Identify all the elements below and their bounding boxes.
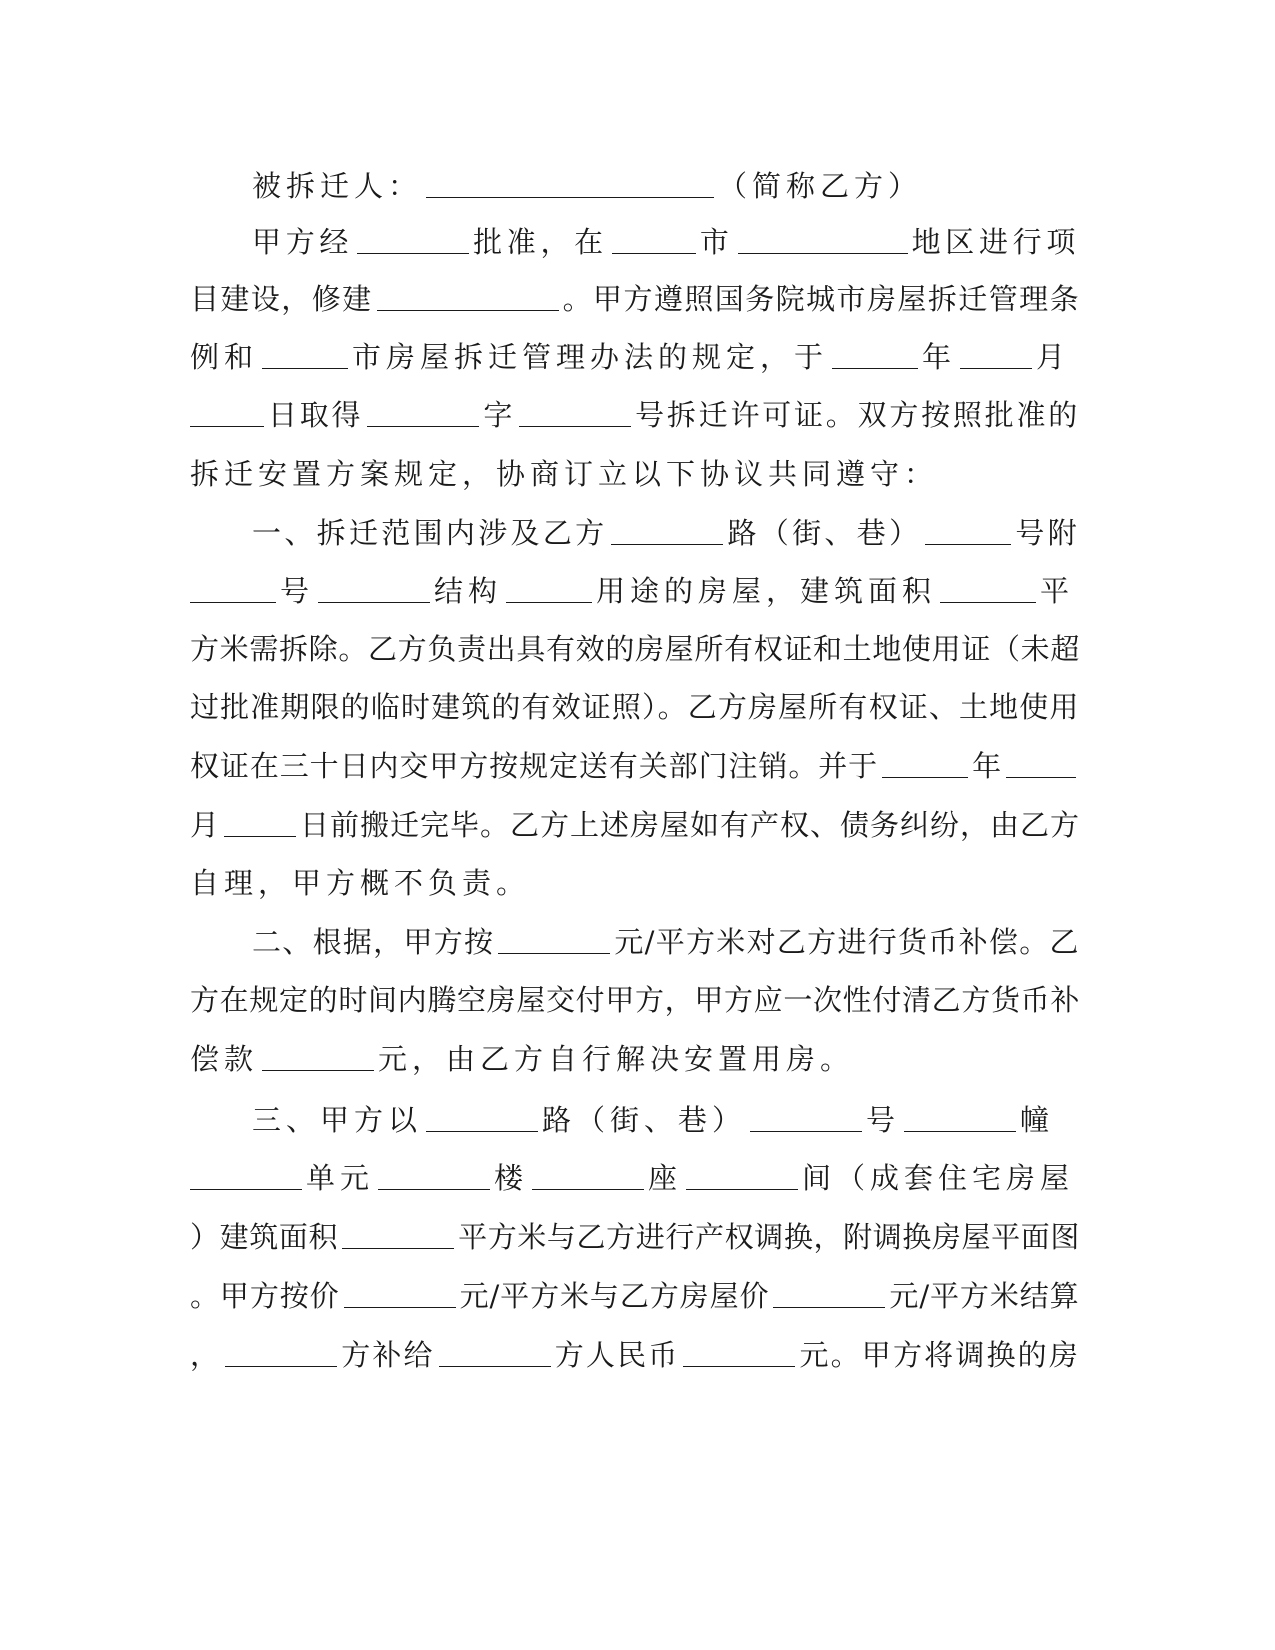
text-segment: 市: [699, 225, 734, 259]
text-segment: 权证在三十日内交甲方按规定送有关部门注销。并于: [190, 749, 879, 783]
text-segment: 月: [1036, 340, 1071, 374]
fill-blank: [426, 163, 714, 198]
text-segment: 目建设，修建: [190, 282, 373, 316]
line-15: [190, 1036, 1080, 1082]
line-10: [190, 743, 1080, 789]
line-17: [190, 1155, 1080, 1201]
text-segment: 楼: [494, 1161, 529, 1195]
text-segment: 。甲方遵照国务院城市房屋拆迁管理条: [562, 282, 1081, 316]
text-segment: 方在规定的时间内腾空房屋交付甲方，甲方应一次性付清乙方货币补: [190, 983, 1081, 1017]
fill-blank: [190, 1155, 302, 1190]
text-segment: 号: [866, 1103, 901, 1137]
fill-blank: [532, 1155, 644, 1190]
text-segment: ，: [190, 1338, 222, 1372]
text-segment: ）建筑面积: [190, 1220, 339, 1254]
line-0: [252, 163, 1080, 209]
text-segment: 批准，在: [473, 225, 608, 259]
text-segment: 幢: [1020, 1103, 1055, 1137]
text-segment: 地区进行项: [911, 225, 1081, 259]
line-2: [190, 276, 1080, 322]
fill-blank: [882, 743, 968, 778]
fill-blank: [519, 392, 631, 427]
text-segment: 年: [922, 340, 957, 374]
line-8: [190, 626, 1080, 672]
fill-blank: [224, 802, 296, 837]
fill-blank: [506, 568, 592, 603]
text-segment: 被拆迁人：: [252, 169, 423, 203]
text-segment: 号: [280, 574, 315, 608]
fill-blank: [439, 1332, 551, 1367]
fill-blank: [773, 1273, 885, 1308]
fill-blank: [683, 1332, 795, 1367]
fill-blank: [498, 919, 610, 954]
line-9: [190, 684, 1080, 730]
text-segment: 方人民币: [554, 1338, 680, 1372]
line-19: [190, 1273, 1080, 1319]
text-segment: 市房屋拆迁管理办法的规定，于: [352, 340, 829, 374]
line-18: [190, 1214, 1080, 1260]
text-segment: 日前搬迁完毕。乙方上述房屋如有产权、债务纠纷，由乙方: [300, 808, 1081, 842]
line-14: [190, 977, 1080, 1023]
fill-blank: [426, 1097, 538, 1132]
text-segment: 方补给: [341, 1338, 435, 1372]
line-11: [190, 802, 1080, 848]
fill-blank: [190, 568, 276, 603]
text-segment: 平方米与乙方进行产权调换，附调换房屋平面图: [458, 1220, 1081, 1254]
text-segment: 三、甲方以: [252, 1103, 423, 1137]
text-segment: 号附: [1015, 516, 1081, 550]
fill-blank: [611, 510, 723, 545]
text-segment: 一、拆迁范围内涉及乙方: [252, 516, 608, 550]
text-segment: 路（街、巷）: [727, 516, 922, 550]
text-segment: 元/平方米对乙方进行货币补偿。乙: [614, 925, 1080, 959]
fill-blank: [904, 1097, 1016, 1132]
fill-blank: [925, 510, 1011, 545]
text-segment: 元。甲方将调换的房: [799, 1338, 1081, 1372]
text-segment: 甲方经: [252, 225, 354, 259]
text-segment: 平: [1040, 574, 1075, 608]
text-segment: 过批准期限的临时建筑的有效证照）。乙方房屋所有权证、土地使用: [190, 690, 1080, 724]
fill-blank: [262, 1036, 374, 1071]
text-segment: 年: [972, 749, 1003, 783]
fill-blank: [318, 568, 430, 603]
line-7: [190, 568, 1080, 614]
fill-blank: [750, 1097, 862, 1132]
fill-blank: [342, 1214, 454, 1249]
fill-blank: [190, 392, 264, 427]
text-segment: 偿款: [190, 1042, 259, 1076]
text-segment: 间（成套住宅房屋: [802, 1161, 1075, 1195]
text-segment: 日取得: [268, 398, 364, 432]
text-segment: 座: [648, 1161, 683, 1195]
text-segment: 结构: [434, 574, 503, 608]
text-segment: 元/平方米结算: [889, 1279, 1080, 1313]
line-16: [252, 1097, 1080, 1143]
text-segment: 自理，甲方概不负责。: [190, 866, 531, 900]
text-segment: 用途的房屋，建筑面积: [596, 574, 937, 608]
fill-blank: [960, 334, 1032, 369]
text-segment: 方米需拆除。乙方负责出具有效的房屋所有权证和土地使用证（未超: [190, 632, 1081, 666]
fill-blank: [686, 1155, 798, 1190]
fill-blank: [378, 1155, 490, 1190]
text-segment: 月: [190, 808, 221, 842]
line-12: [190, 860, 1080, 906]
text-segment: 号拆迁许可证。双方按照批准的: [635, 398, 1081, 432]
fill-blank: [738, 219, 908, 254]
line-13: [252, 919, 1080, 965]
line-1: [252, 219, 1080, 265]
line-5: [190, 451, 1080, 497]
line-20: [190, 1332, 1080, 1378]
fill-blank: [344, 1273, 456, 1308]
text-segment: 二、根据，甲方按: [252, 925, 495, 959]
text-segment: （简称乙方）: [718, 169, 923, 203]
text-segment: 单元: [306, 1161, 375, 1195]
line-4: [190, 392, 1080, 438]
text-segment: 拆迁安置方案规定，协商订立以下协议共同遵守：: [190, 457, 939, 491]
fill-blank: [612, 219, 696, 254]
text-segment: 字: [483, 398, 516, 432]
text-segment: 元，由乙方自行解决安置用房。: [378, 1042, 855, 1076]
line-3: [190, 334, 1080, 380]
text-segment: 元/平方米与乙方房屋价: [459, 1279, 770, 1313]
text-segment: 例和: [190, 340, 259, 374]
fill-blank: [377, 276, 559, 311]
fill-blank: [940, 568, 1036, 603]
fill-blank: [1006, 743, 1076, 778]
line-6: [252, 510, 1080, 556]
fill-blank: [357, 219, 469, 254]
fill-blank: [832, 334, 918, 369]
fill-blank: [262, 334, 348, 369]
fill-blank: [225, 1332, 337, 1367]
text-segment: 路（街、巷）: [542, 1103, 747, 1137]
fill-blank: [367, 392, 479, 427]
text-segment: 。甲方按价: [190, 1279, 340, 1313]
